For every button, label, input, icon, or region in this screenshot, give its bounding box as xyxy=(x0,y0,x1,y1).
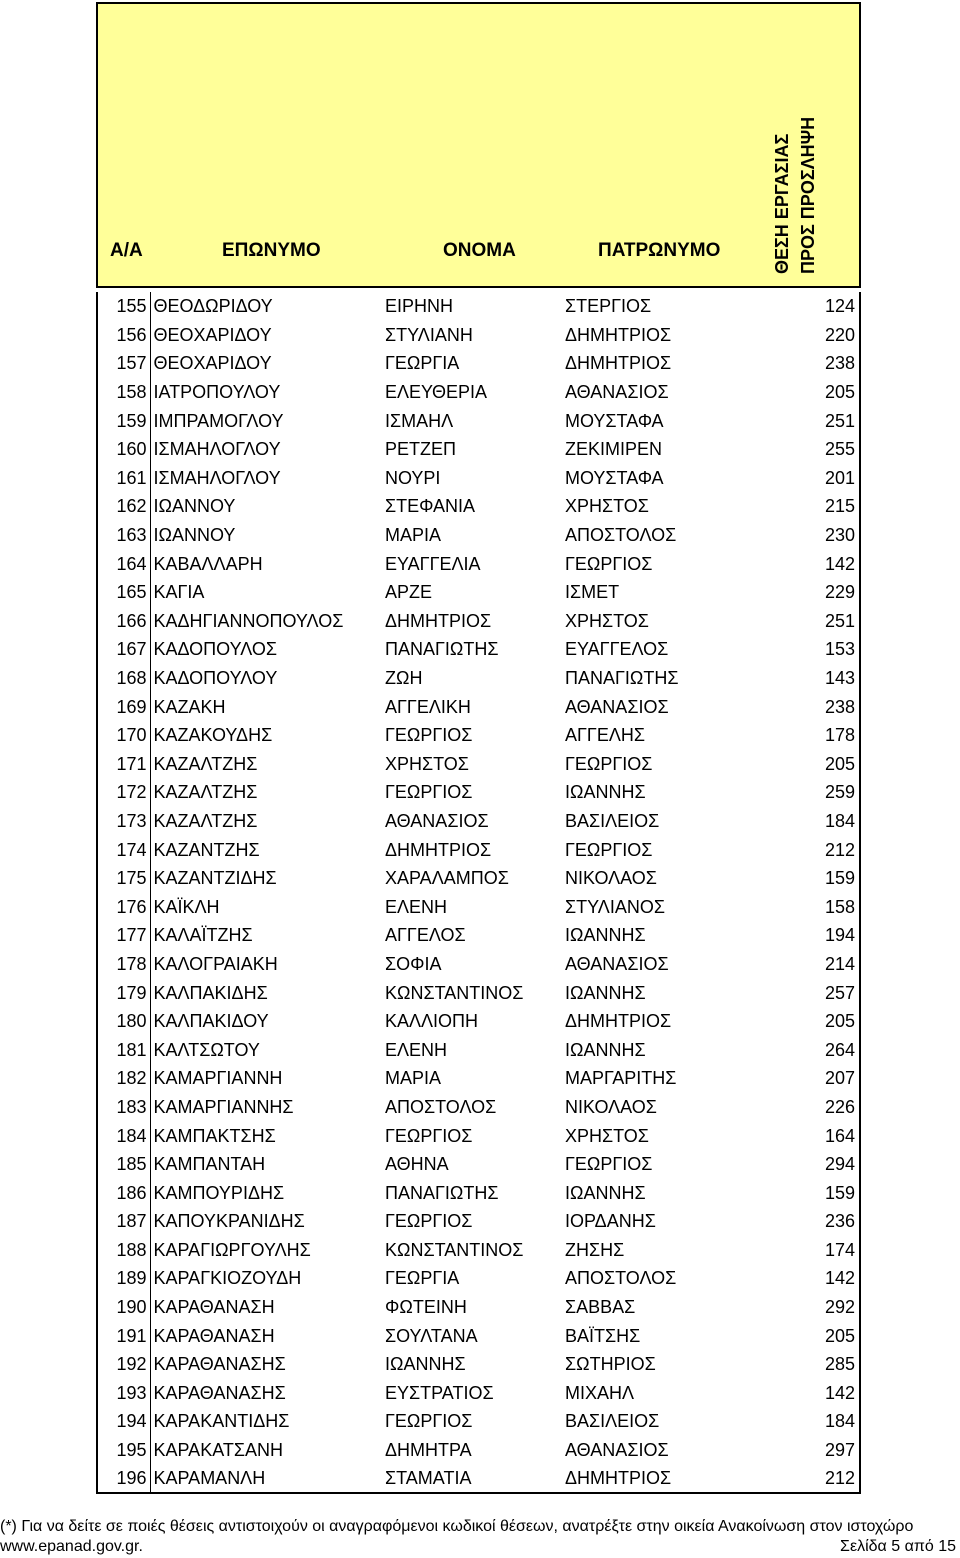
surname: ΚΑΪΚΛΗ xyxy=(153,896,220,917)
table-row xyxy=(97,1293,860,1322)
row-number: 184 xyxy=(97,1121,150,1150)
surname: ΙΩΑΝΝΟΥ xyxy=(153,496,236,517)
first-name: ΑΘΑΝΑΣΙΟΣ xyxy=(385,810,489,831)
father-name: ΧΡΗΣΤΟΣ xyxy=(565,1125,649,1146)
position-code: 178 xyxy=(765,721,860,750)
father-name: ΒΑΣΙΛΕΙΟΣ xyxy=(565,810,660,831)
position-code: 159 xyxy=(765,864,860,893)
row-number: 163 xyxy=(97,521,150,550)
table-row xyxy=(97,1007,860,1036)
first-name: ΓΕΩΡΓΙΟΣ xyxy=(385,725,473,746)
table-row xyxy=(97,349,860,378)
table-row xyxy=(97,1407,860,1436)
table-row xyxy=(97,835,860,864)
father-name: ΑΘΑΝΑΣΙΟΣ xyxy=(565,953,669,974)
position-code: 264 xyxy=(765,1035,860,1064)
father-name: ΕΥΑΓΓΕΛΟΣ xyxy=(565,639,669,660)
father-name: ΣΤΕΡΓΙΟΣ xyxy=(565,296,652,317)
first-name: ΝΟΥΡΙ xyxy=(385,467,441,488)
row-number: 172 xyxy=(97,778,150,807)
table-row xyxy=(97,492,860,521)
row-number: 185 xyxy=(97,1150,150,1179)
row-number: 167 xyxy=(97,635,150,664)
row-number: 166 xyxy=(97,607,150,636)
first-name: ΡΕΤΖΕΠ xyxy=(385,439,457,460)
position-code: 236 xyxy=(765,1207,860,1236)
first-name: ΑΡΖΕ xyxy=(385,582,433,603)
row-number: 161 xyxy=(97,464,150,493)
father-name: ΑΠΟΣΤΟΛΟΣ xyxy=(565,1268,677,1289)
table-row xyxy=(97,1236,860,1265)
position-code: 220 xyxy=(765,321,860,350)
first-name: ΚΩΝΣΤΑΝΤΙΝΟΣ xyxy=(385,982,524,1003)
position-code: 207 xyxy=(765,1064,860,1093)
row-number: 174 xyxy=(97,835,150,864)
table-row xyxy=(97,778,860,807)
position-code: 257 xyxy=(765,978,860,1007)
header-thesi-line1: ΘΕΣΗ ΕΡΓΑΣΙΑΣ xyxy=(772,133,792,274)
table-row xyxy=(97,750,860,779)
table-row xyxy=(97,978,860,1007)
father-name: ΓΕΩΡΓΙΟΣ xyxy=(565,753,653,774)
position-code: 251 xyxy=(765,607,860,636)
first-name: ΣΤΥΛΙΑΝΗ xyxy=(385,324,473,345)
position-code: 159 xyxy=(765,1178,860,1207)
table-row xyxy=(97,578,860,607)
father-name: ΑΘΑΝΑΣΙΟΣ xyxy=(565,696,669,717)
first-name: ΑΠΟΣΤΟΛΟΣ xyxy=(385,1096,497,1117)
first-name: ΣΤΑΜΑΤΙΑ xyxy=(385,1464,565,1493)
row-number: 160 xyxy=(97,435,150,464)
surname: ΚΑΔΗΓΙΑΝΝΟΠΟΥΛΟΣ xyxy=(153,610,344,631)
surname: ΚΑΡΑΚΑΝΤΙΔΗΣ xyxy=(153,1411,290,1432)
father-name: ΙΩΑΝΝΗΣ xyxy=(565,925,646,946)
position-code: 205 xyxy=(765,1007,860,1036)
position-code: 226 xyxy=(765,1093,860,1122)
position-code: 238 xyxy=(765,349,860,378)
father-name: ΜΙΧΑΗΛ xyxy=(565,1382,635,1403)
row-number: 156 xyxy=(97,321,150,350)
position-code: 124 xyxy=(765,292,860,321)
father-name: ΙΩΑΝΝΗΣ xyxy=(565,782,646,803)
surname: ΚΑΒΑΛΛΑΡΗ xyxy=(153,553,263,574)
father-name: ΔΗΜΗΤΡΙΟΣ xyxy=(565,353,672,374)
father-name: ΣΤΥΛΙΑΝΟΣ xyxy=(565,896,665,917)
father-name: ΠΑΝΑΓΙΩΤΗΣ xyxy=(565,668,679,689)
father-name: ΔΗΜΗΤΡΙΟΣ xyxy=(565,1011,672,1032)
row-number: 186 xyxy=(97,1178,150,1207)
father-name: ΑΓΓΕΛΗΣ xyxy=(565,725,645,746)
father-name: ΙΩΑΝΝΗΣ xyxy=(565,982,646,1003)
table-row xyxy=(97,607,860,636)
first-name: ΔΗΜΗΤΡΑ xyxy=(385,1440,472,1461)
row-number: 181 xyxy=(97,1035,150,1064)
surname: ΚΑΡΑΜΑΝΛΗ xyxy=(150,1464,385,1493)
surname: ΚΑΖΑΝΤΖΗΣ xyxy=(153,839,260,860)
surname: ΚΑΡΑΚΑΤΣΑΝΗ xyxy=(153,1440,283,1461)
table-row xyxy=(97,1436,860,1465)
position-code: 255 xyxy=(765,435,860,464)
position-code: 259 xyxy=(765,778,860,807)
row-number: 182 xyxy=(97,1064,150,1093)
father-name: ΙΟΡΔΑΝΗΣ xyxy=(565,1211,656,1232)
row-number: 165 xyxy=(97,578,150,607)
first-name: ΜΑΡΙΑ xyxy=(385,1068,442,1089)
header-eponymo: ΕΠΩΝΥΜΟ xyxy=(222,240,321,261)
first-name: ΓΕΩΡΓΙΑ xyxy=(385,1268,460,1289)
table-row xyxy=(97,1121,860,1150)
row-number: 164 xyxy=(97,549,150,578)
first-name: ΧΡΗΣΤΟΣ xyxy=(385,753,469,774)
row-number: 173 xyxy=(97,807,150,836)
father-name: ΑΘΑΝΑΣΙΟΣ xyxy=(565,1440,669,1461)
surname: ΚΑΛΠΑΚΙΔΟΥ xyxy=(153,1011,269,1032)
first-name: ΠΑΝΑΓΙΩΤΗΣ xyxy=(385,639,499,660)
first-name: ΕΛΕΝΗ xyxy=(385,1039,448,1060)
position-code: 297 xyxy=(765,1436,860,1465)
row-number: 180 xyxy=(97,1007,150,1036)
first-name: ΕΛΕΝΗ xyxy=(385,896,448,917)
table-row xyxy=(97,692,860,721)
position-code: 238 xyxy=(765,692,860,721)
table-row xyxy=(97,864,860,893)
position-code: 174 xyxy=(765,1236,860,1265)
surname: ΚΑΡΑΘΑΝΑΣΗΣ xyxy=(153,1354,286,1375)
first-name: ΣΟΦΙΑ xyxy=(385,953,442,974)
row-number: 190 xyxy=(97,1293,150,1322)
row-number: 155 xyxy=(97,292,150,321)
table-row xyxy=(97,378,860,407)
table-row xyxy=(97,1379,860,1408)
position-code: 205 xyxy=(765,1321,860,1350)
row-number: 158 xyxy=(97,378,150,407)
first-name: ΔΗΜΗΤΡΙΟΣ xyxy=(385,610,492,631)
table-row xyxy=(97,1150,860,1179)
surname: ΚΑΜΠΟΥΡΙΔΗΣ xyxy=(153,1182,285,1203)
father-name: ΧΡΗΣΤΟΣ xyxy=(565,610,649,631)
surname: ΘΕΟΧΑΡΙΔΟΥ xyxy=(153,353,272,374)
first-name: ΑΘΗΝΑ xyxy=(385,1154,449,1175)
surname: ΚΑΡΑΘΑΝΑΣΗ xyxy=(153,1297,275,1318)
position-code: 229 xyxy=(765,578,860,607)
table-row xyxy=(97,1035,860,1064)
position-code: 142 xyxy=(765,1379,860,1408)
father-name: ΙΣΜΕΤ xyxy=(565,582,620,603)
row-number: 176 xyxy=(97,892,150,921)
father-name: ΣΩΤΗΡΙΟΣ xyxy=(565,1354,656,1375)
row-number: 168 xyxy=(97,664,150,693)
header-thesi-line2: ΠΡΟΣ ΠΡΟΣΛΗΨΗ xyxy=(798,116,818,274)
position-code: 164 xyxy=(765,1121,860,1150)
father-name: ΜΟΥΣΤΑΦΑ xyxy=(565,410,664,431)
footer-page-number: Σελίδα 5 από 15 xyxy=(840,1538,956,1555)
row-number: 169 xyxy=(97,692,150,721)
first-name: ΕΛΕΥΘΕΡΙΑ xyxy=(385,382,488,403)
row-number: 170 xyxy=(97,721,150,750)
surname: ΚΑΔΟΠΟΥΛΟΥ xyxy=(153,668,278,689)
position-code: 292 xyxy=(765,1293,860,1322)
position-code: 153 xyxy=(765,635,860,664)
table-row xyxy=(97,1464,860,1493)
table-row xyxy=(97,1178,860,1207)
table-row xyxy=(97,1093,860,1122)
table-row xyxy=(97,1207,860,1236)
table-row xyxy=(97,807,860,836)
roster-table xyxy=(96,292,861,1494)
first-name: ΦΩΤΕΙΝΗ xyxy=(385,1297,467,1318)
surname: ΚΑΡΑΓΙΩΡΓΟΥΛΗΣ xyxy=(153,1239,311,1260)
row-number: 162 xyxy=(97,492,150,521)
surname: ΚΑΜΑΡΓΙΑΝΝΗ xyxy=(153,1068,283,1089)
father-name: ΜΑΡΓΑΡΙΤΗΣ xyxy=(565,1068,677,1089)
row-number: 178 xyxy=(97,950,150,979)
table-row xyxy=(97,950,860,979)
position-code: 143 xyxy=(765,664,860,693)
first-name: ΧΑΡΑΛΑΜΠΟΣ xyxy=(385,868,509,889)
table-row xyxy=(97,921,860,950)
row-number: 175 xyxy=(97,864,150,893)
row-number: 194 xyxy=(97,1407,150,1436)
position-code: 212 xyxy=(765,1464,860,1493)
first-name: ΙΣΜΑΗΛ xyxy=(385,410,454,431)
surname: ΚΑΛΠΑΚΙΔΗΣ xyxy=(153,982,268,1003)
surname: ΚΑΜΠΑΚΤΣΗΣ xyxy=(153,1125,276,1146)
row-number: 192 xyxy=(97,1350,150,1379)
header-thesi xyxy=(772,19,851,274)
row-number: 179 xyxy=(97,978,150,1007)
first-name: ΣΟΥΛΤΑΝΑ xyxy=(385,1325,478,1346)
table-row xyxy=(97,521,860,550)
surname: ΚΑΡΑΓΚΙΟΖΟΥΔΗ xyxy=(153,1268,302,1289)
header-onoma: ΟΝΟΜΑ xyxy=(443,240,516,261)
table-row xyxy=(97,1064,860,1093)
position-code: 158 xyxy=(765,892,860,921)
row-number: 187 xyxy=(97,1207,150,1236)
table-row xyxy=(97,406,860,435)
table-row xyxy=(97,721,860,750)
father-name: ΑΘΑΝΑΣΙΟΣ xyxy=(565,382,669,403)
position-code: 212 xyxy=(765,835,860,864)
table-row xyxy=(97,321,860,350)
father-name: ΑΠΟΣΤΟΛΟΣ xyxy=(565,525,677,546)
first-name: ΔΗΜΗΤΡΙΟΣ xyxy=(385,839,492,860)
surname: ΚΑΔΟΠΟΥΛΟΣ xyxy=(153,639,278,660)
position-code: 205 xyxy=(765,378,860,407)
first-name: ΑΓΓΕΛΟΣ xyxy=(385,925,466,946)
surname: ΚΑΖΑΚΗ xyxy=(153,696,226,717)
first-name: ΙΩΑΝΝΗΣ xyxy=(385,1354,466,1375)
surname: ΚΑΜΑΡΓΙΑΝΝΗΣ xyxy=(153,1096,294,1117)
surname: ΚΑΛΤΣΩΤΟΥ xyxy=(153,1039,260,1060)
table-row xyxy=(97,1321,860,1350)
position-code: 142 xyxy=(765,1264,860,1293)
surname: ΚΑΖΑΛΤΖΗΣ xyxy=(153,810,258,831)
table-row xyxy=(97,1350,860,1379)
position-code: 215 xyxy=(765,492,860,521)
position-code: 201 xyxy=(765,464,860,493)
position-code: 142 xyxy=(765,549,860,578)
table-row xyxy=(97,1264,860,1293)
position-code: 184 xyxy=(765,807,860,836)
row-number: 193 xyxy=(97,1379,150,1408)
first-name: ΓΕΩΡΓΙΟΣ xyxy=(385,1211,473,1232)
row-number: 196 xyxy=(97,1464,150,1493)
row-number: 195 xyxy=(97,1436,150,1465)
footer-site[interactable]: www.epanad.gov.gr. xyxy=(0,1538,143,1555)
position-code: 205 xyxy=(765,750,860,779)
first-name: ΖΩΗ xyxy=(385,668,423,689)
surname: ΚΑΖΑΛΤΖΗΣ xyxy=(153,782,258,803)
first-name: ΓΕΩΡΓΙΟΣ xyxy=(385,1125,473,1146)
table-row xyxy=(97,292,860,321)
row-number: 189 xyxy=(97,1264,150,1293)
father-name: ΧΡΗΣΤΟΣ xyxy=(565,496,649,517)
table-row xyxy=(97,664,860,693)
footer-note: (*) Για να δείτε σε ποιές θέσεις αντιστοιχούν οι αναγραφόμενοι κωδικοί θέσεων, ανατρέξτε στην οικεία Ανακοίνωση στον ιστοχώρο xyxy=(0,1518,914,1535)
father-name: ΖΗΣΗΣ xyxy=(565,1239,625,1260)
surname: ΙΜΠΡΑΜΟΓΛΟΥ xyxy=(153,410,284,431)
first-name: ΕΥΑΓΓΕΛΙΑ xyxy=(385,553,481,574)
row-number: 191 xyxy=(97,1321,150,1350)
first-name: ΓΕΩΡΓΙΟΣ xyxy=(385,1411,473,1432)
father-name: ΓΕΩΡΓΙΟΣ xyxy=(565,553,653,574)
surname: ΚΑΖΑΛΤΖΗΣ xyxy=(153,753,258,774)
table-row xyxy=(97,892,860,921)
position-code: 294 xyxy=(765,1150,860,1179)
first-name: ΚΑΛΛΙΟΠΗ xyxy=(385,1011,479,1032)
header-thesi-text xyxy=(769,117,821,274)
first-name: ΕΙΡΗΝΗ xyxy=(385,296,454,317)
father-name: ΣΑΒΒΑΣ xyxy=(565,1297,636,1318)
surname: ΘΕΟΧΑΡΙΔΟΥ xyxy=(153,324,272,345)
table-header xyxy=(96,2,861,288)
position-code: 251 xyxy=(765,406,860,435)
father-name: ΝΙΚΟΛΑΟΣ xyxy=(565,868,657,889)
first-name: ΜΑΡΙΑ xyxy=(385,525,442,546)
first-name: ΑΓΓΕΛΙΚΗ xyxy=(385,696,471,717)
father-name: ΔΗΜΗΤΡΙΟΣ xyxy=(565,1464,765,1493)
first-name: ΓΕΩΡΓΙΑ xyxy=(385,353,460,374)
row-number: 157 xyxy=(97,349,150,378)
position-code: 214 xyxy=(765,950,860,979)
table-row xyxy=(97,435,860,464)
surname: ΙΑΤΡΟΠΟΥΛΟΥ xyxy=(153,382,281,403)
first-name: ΠΑΝΑΓΙΩΤΗΣ xyxy=(385,1182,499,1203)
row-number: 159 xyxy=(97,406,150,435)
header-patronymo: ΠΑΤΡΩΝΥΜΟ xyxy=(598,240,721,261)
row-number: 177 xyxy=(97,921,150,950)
father-name: ΙΩΑΝΝΗΣ xyxy=(565,1182,646,1203)
surname: ΚΑΜΠΑΝΤΑΗ xyxy=(153,1154,266,1175)
surname: ΚΑΓΙΑ xyxy=(153,582,205,603)
surname: ΚΑΛΟΓΡΑΙΑΚΗ xyxy=(153,953,278,974)
first-name: ΓΕΩΡΓΙΟΣ xyxy=(385,782,473,803)
surname: ΘΕΟΔΩΡΙΔΟΥ xyxy=(153,296,273,317)
table-row xyxy=(97,549,860,578)
table-row xyxy=(97,464,860,493)
row-number: 188 xyxy=(97,1236,150,1265)
first-name: ΣΤΕΦΑΝΙΑ xyxy=(385,496,475,517)
position-code: 285 xyxy=(765,1350,860,1379)
surname: ΙΩΑΝΝΟΥ xyxy=(153,525,236,546)
father-name: ΝΙΚΟΛΑΟΣ xyxy=(565,1096,657,1117)
roster-sheet xyxy=(96,2,861,1494)
first-name: ΚΩΝΣΤΑΝΤΙΝΟΣ xyxy=(385,1239,524,1260)
surname: ΙΣΜΑΗΛΟΓΛΟΥ xyxy=(153,439,281,460)
surname: ΚΑΖΑΝΤΖΙΔΗΣ xyxy=(153,868,277,889)
surname: ΚΑΡΑΘΑΝΑΣΗ xyxy=(153,1325,275,1346)
surname: ΚΑΛΑΪΤΖΗΣ xyxy=(153,925,253,946)
position-code: 194 xyxy=(765,921,860,950)
father-name: ΔΗΜΗΤΡΙΟΣ xyxy=(565,324,672,345)
surname: ΚΑΡΑΘΑΝΑΣΗΣ xyxy=(153,1382,286,1403)
first-name: ΕΥΣΤΡΑΤΙΟΣ xyxy=(385,1382,494,1403)
father-name: ΜΟΥΣΤΑΦΑ xyxy=(565,467,664,488)
row-number: 183 xyxy=(97,1093,150,1122)
father-name: ΙΩΑΝΝΗΣ xyxy=(565,1039,646,1060)
position-code: 230 xyxy=(765,521,860,550)
father-name: ΖΕΚΙΜΙΡΕΝ xyxy=(565,439,663,460)
row-number: 171 xyxy=(97,750,150,779)
father-name: ΓΕΩΡΓΙΟΣ xyxy=(565,839,653,860)
surname: ΙΣΜΑΗΛΟΓΛΟΥ xyxy=(153,467,281,488)
header-aa: Α/Α xyxy=(110,240,143,261)
table-row xyxy=(97,635,860,664)
surname: ΚΑΖΑΚΟΥΔΗΣ xyxy=(153,725,273,746)
position-code: 184 xyxy=(765,1407,860,1436)
father-name: ΒΑΣΙΛΕΙΟΣ xyxy=(565,1411,660,1432)
father-name: ΓΕΩΡΓΙΟΣ xyxy=(565,1154,653,1175)
surname: ΚΑΠΟΥΚΡΑΝΙΔΗΣ xyxy=(153,1211,305,1232)
father-name: ΒΑΪΤΣΗΣ xyxy=(565,1325,641,1346)
